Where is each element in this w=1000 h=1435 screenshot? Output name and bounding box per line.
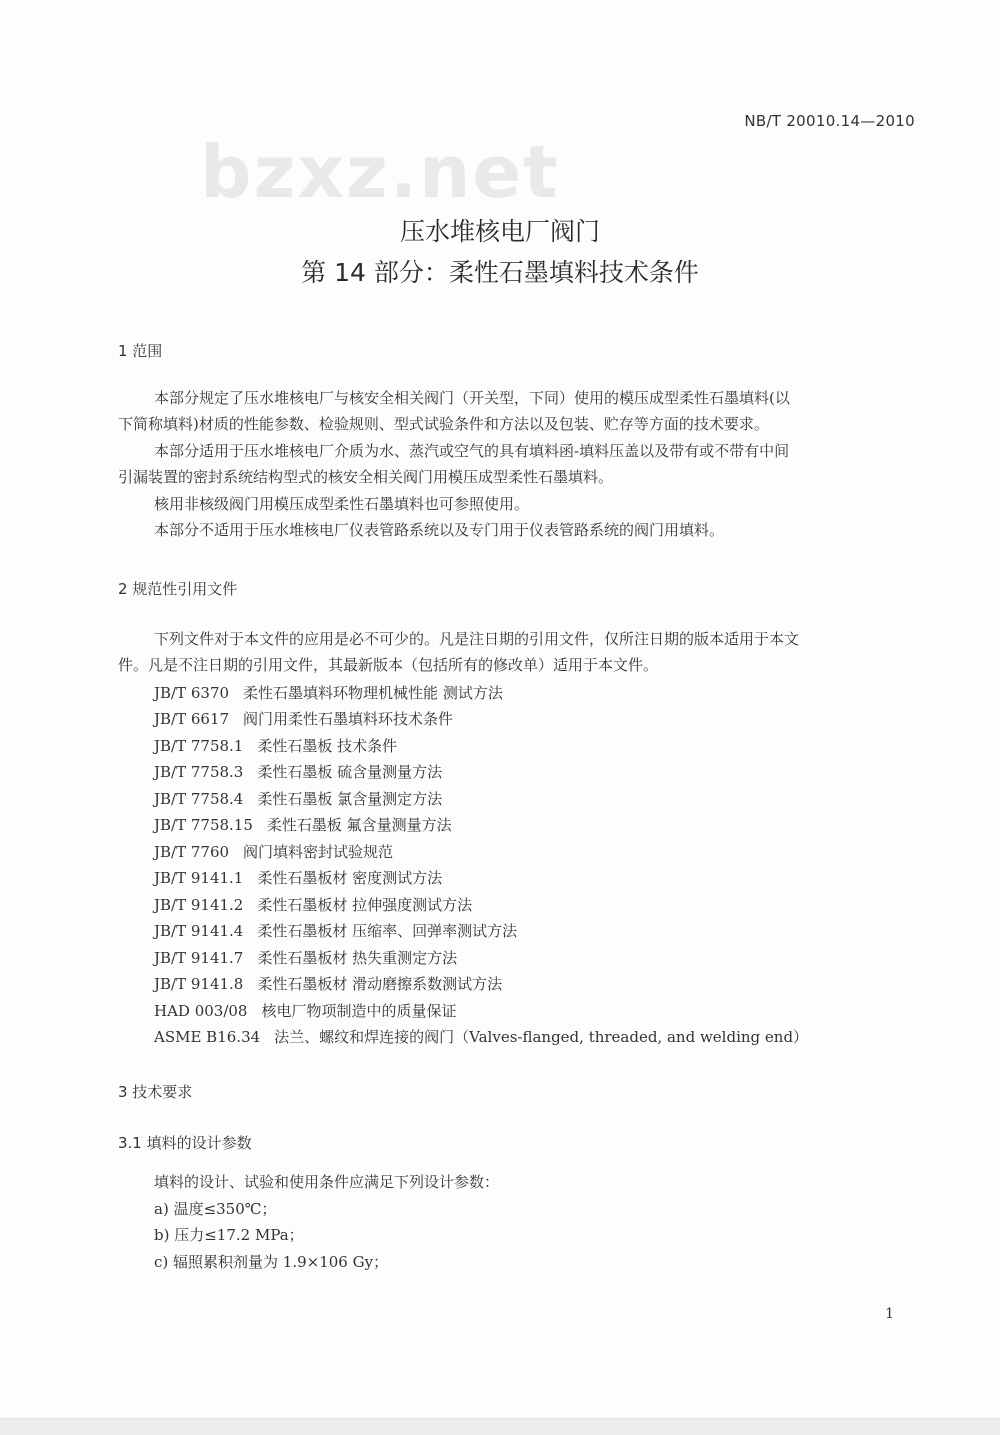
reference-title: 柔性石墨板材 滑动磨擦系数测试方法: [257, 975, 503, 993]
reference-item: [154, 1000, 457, 1021]
section-1-paragraph-line: 核用非核级阀门用模压成型柔性石墨填料也可参照使用。: [154, 495, 530, 513]
reference-code: JB/T 6617: [154, 710, 230, 728]
reference-title: 柔性石墨板 氟含量测量方法: [266, 816, 452, 834]
section-3-1-heading: 3.1 填料的设计参数: [118, 1134, 252, 1152]
reference-code: JB/T 9141.4: [154, 922, 244, 940]
reference-title: 柔性石墨填料环物理机械性能 测试方法: [243, 684, 503, 702]
viewer-bottom-bar: [0, 1418, 1000, 1435]
section-1-paragraph-line: 本部分不适用于压水堆核电厂仪表管路系统以及专门用于仪表管路系统的阀门用填料。: [154, 521, 725, 539]
reference-code: JB/T 9141.1: [154, 869, 244, 887]
reference-title: 柔性石墨板材 密度测试方法: [257, 869, 443, 887]
reference-item: [154, 735, 397, 756]
reference-item: [154, 682, 503, 703]
reference-item: [154, 788, 442, 809]
reference-item: [154, 761, 442, 782]
section-1-heading: 1 范围: [118, 342, 163, 360]
watermark: bzxz.net: [200, 130, 560, 214]
page-number: 1: [885, 1306, 894, 1322]
reference-code: JB/T 7758.1: [154, 737, 244, 755]
reference-title: 柔性石墨板材 拉伸强度测试方法: [257, 896, 473, 914]
standard-code: NB/T 20010.14—2010: [744, 112, 915, 130]
reference-title: 柔性石墨板材 压缩率、回弹率测试方法: [257, 922, 518, 940]
section-1-paragraph-line: 本部分适用于压水堆核电厂介质为水、蒸汽或空气的具有填料函-填料压盖以及带有或不带有中间: [154, 442, 790, 460]
reference-code: JB/T 6370: [154, 684, 230, 702]
reference-title: 柔性石墨板材 热失重测定方法: [257, 949, 458, 967]
list-item: c) 辐照累积剂量为 1.9×106 Gy；: [154, 1253, 389, 1271]
reference-item: [154, 841, 393, 862]
reference-title: 阀门填料密封试验规范: [243, 843, 394, 861]
reference-title: 阀门用柔性石墨填料环技术条件: [243, 710, 454, 728]
reference-title: 柔性石墨板 技术条件: [257, 737, 398, 755]
reference-item: [154, 814, 452, 835]
document-title: 压水堆核电厂阀门: [399, 217, 600, 246]
section-2-paragraph-line: 件。凡是不注日期的引用文件，其最新版本（包括所有的修改单）适用于本文件。: [118, 656, 659, 674]
reference-code: HAD 003/08: [154, 1002, 248, 1020]
reference-code: JB/T 7758.15: [154, 816, 253, 834]
reference-item: [154, 867, 442, 888]
reference-item: [154, 708, 453, 729]
reference-title: 核电厂物项制造中的质量保证: [261, 1002, 457, 1020]
list-item: a) 温度≤350℃；: [154, 1200, 277, 1218]
document-subtitle: 第 14 部分：柔性石墨填料技术条件: [301, 258, 699, 287]
reference-title: 法兰、螺纹和焊连接的阀门（Valves-flanged, threaded, and welding end）: [274, 1028, 809, 1046]
reference-code: JB/T 9141.2: [154, 896, 244, 914]
reference-item: [154, 973, 502, 994]
reference-item: [154, 947, 457, 968]
reference-code: JB/T 7758.4: [154, 790, 244, 808]
reference-code: JB/T 9141.7: [154, 949, 244, 967]
reference-code: JB/T 9141.8: [154, 975, 244, 993]
reference-title: 柔性石墨板 硫含量测量方法: [257, 763, 443, 781]
reference-item: [154, 1026, 808, 1047]
reference-code: JB/T 7758.3: [154, 763, 244, 781]
section-1-paragraph-line: 下简称填料)材质的性能参数、检验规则、型式试验条件和方法以及包装、贮存等方面的技术要求。: [118, 415, 769, 433]
reference-code: ASME B16.34: [154, 1028, 261, 1046]
section-3-heading: 3 技术要求: [118, 1083, 193, 1101]
section-1-paragraph-line: 引漏装置的密封系统结构型式的核安全相关阀门用模压成型柔性石墨填料。: [118, 468, 614, 486]
list-item: b) 压力≤17.2 MPa；: [154, 1226, 304, 1244]
reference-item: [154, 894, 472, 915]
section-1-paragraph-line: 本部分规定了压水堆核电厂与核安全相关阀门（开关型，下同）使用的模压成型柔性石墨填料(以: [154, 389, 790, 407]
section-2-paragraph-line: 下列文件对于本文件的应用是必不可少的。凡是注日期的引用文件，仅所注日期的版本适用于本文: [154, 630, 800, 648]
reference-code: JB/T 7760: [154, 843, 230, 861]
reference-item: [154, 920, 517, 941]
reference-title: 柔性石墨板 氯含量测定方法: [257, 790, 443, 808]
section-3-1-intro: 填料的设计、试验和使用条件应满足下列设计参数：: [154, 1173, 500, 1191]
section-2-heading: 2 规范性引用文件: [118, 580, 238, 598]
